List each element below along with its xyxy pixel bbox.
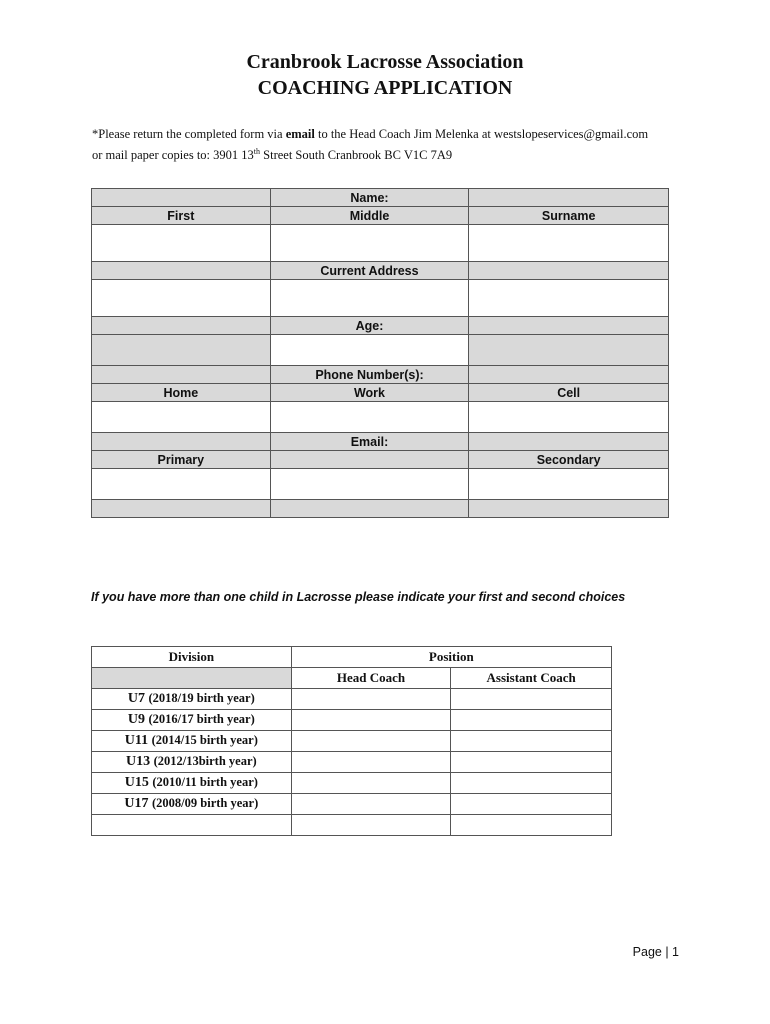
surname-label: Surname [469, 207, 669, 225]
cell [92, 317, 271, 335]
division-code: U11 [124, 733, 149, 748]
table-row [92, 647, 612, 668]
head-coach-header: Head Coach [291, 668, 451, 689]
table-row [92, 752, 612, 773]
table-row [92, 469, 669, 500]
assistant-coach-choice-u11[interactable] [451, 731, 612, 752]
cell [469, 335, 669, 366]
first-label: First [92, 207, 271, 225]
table-row [92, 262, 669, 280]
division-code: U13 [125, 754, 151, 769]
table-row [92, 402, 669, 433]
cell [469, 317, 669, 335]
position-header: Position [291, 647, 611, 668]
table-row [92, 731, 612, 752]
cell [92, 433, 271, 451]
primary-email-field[interactable] [92, 469, 271, 500]
division-label [92, 794, 292, 815]
intro-text-2: to the Head Coach Jim Melenka at westslopeservices@gmail.com [314, 127, 649, 141]
table-row [92, 189, 669, 207]
assistant-coach-choice-u9[interactable] [451, 710, 612, 731]
division-years: (2016/17 birth year) [148, 712, 255, 726]
table-row [92, 773, 612, 794]
head-coach-choice-u9[interactable] [291, 710, 451, 731]
choices-note: If you have more than one child in Lacrosse please indicate your first and second choices [91, 590, 626, 604]
table-row [92, 433, 669, 451]
assistant-coach-choice-u13[interactable] [451, 752, 612, 773]
table-row [92, 668, 612, 689]
intro-instructions [92, 126, 692, 164]
division-years: (2008/09 birth year) [152, 796, 259, 810]
cell [270, 451, 469, 469]
address-field-3[interactable] [469, 280, 669, 317]
page-number: Page | 1 [632, 945, 679, 959]
name-label: Name: [270, 189, 469, 207]
work-phone-field[interactable] [270, 402, 469, 433]
intro-text-4: Street South Cranbrook BC V1C 7A9 [260, 148, 453, 163]
email-label: Email: [270, 433, 469, 451]
head-coach-choice-u15[interactable] [291, 773, 451, 794]
division-label [92, 773, 292, 794]
cell-phone-field[interactable] [469, 402, 669, 433]
secondary-label: Secondary [469, 451, 669, 469]
first-name-field[interactable] [92, 225, 271, 262]
cell [92, 366, 271, 384]
cell [92, 668, 292, 689]
home-label: Home [92, 384, 271, 402]
address-field-1[interactable] [92, 280, 271, 317]
choices-table [91, 646, 612, 836]
division-code: U15 [124, 775, 149, 790]
assistant-coach-choice-u17[interactable] [451, 794, 612, 815]
form-title: COACHING APPLICATION [257, 77, 513, 99]
table-row [92, 280, 669, 317]
division-years: (2018/19 birth year) [148, 691, 255, 705]
table-row [92, 366, 669, 384]
age-label: Age: [270, 317, 469, 335]
cell [469, 189, 669, 207]
division-label [92, 710, 292, 731]
division-header: Division [92, 647, 292, 668]
division-code: U9 [127, 712, 146, 727]
head-coach-choice-u17[interactable] [291, 794, 451, 815]
table-row [92, 207, 669, 225]
intro-text-1: *Please return the completed form via [92, 127, 286, 141]
cell [92, 189, 271, 207]
address-label: Current Address [270, 262, 469, 280]
head-coach-choice-u7[interactable] [291, 689, 451, 710]
table-row [92, 317, 669, 335]
intro-sup: th [253, 147, 261, 156]
phone-label: Phone Number(s): [270, 366, 469, 384]
middle-label: Middle [270, 207, 469, 225]
division-years: (2012/13birth year) [153, 754, 257, 768]
email-field-middle[interactable] [270, 469, 469, 500]
age-field[interactable] [270, 335, 469, 366]
intro-text-3: or mail paper copies to: 3901 13 [92, 148, 254, 163]
middle-name-field[interactable] [270, 225, 469, 262]
table-row [92, 794, 612, 815]
head-coach-choice-u13[interactable] [291, 752, 451, 773]
division-code: U17 [124, 796, 149, 811]
surname-field[interactable] [469, 225, 669, 262]
assistant-coach-choice-u7[interactable] [451, 689, 612, 710]
cell [92, 262, 271, 280]
primary-label: Primary [92, 451, 271, 469]
cell [469, 262, 669, 280]
cell [469, 433, 669, 451]
table-row [92, 815, 612, 836]
division-years: (2014/15 birth year) [151, 733, 258, 747]
work-label: Work [270, 384, 469, 402]
blank-division-field[interactable] [92, 815, 292, 836]
table-row [92, 500, 669, 518]
table-row [92, 451, 669, 469]
cell [270, 500, 469, 518]
division-years: (2010/11 birth year) [152, 775, 258, 789]
blank-head-coach-field[interactable] [291, 815, 451, 836]
org-title: Cranbrook Lacrosse Association [246, 51, 524, 73]
cell [92, 335, 271, 366]
cell [92, 500, 271, 518]
table-row [92, 335, 669, 366]
home-phone-field[interactable] [92, 402, 271, 433]
assistant-coach-header: Assistant Coach [451, 668, 612, 689]
division-label [92, 731, 292, 752]
address-field-2[interactable] [270, 280, 469, 317]
secondary-email-field[interactable] [469, 469, 669, 500]
cell-label: Cell [469, 384, 669, 402]
blank-assistant-coach-field[interactable] [451, 815, 612, 836]
table-row [92, 710, 612, 731]
contact-table [91, 188, 669, 518]
division-label [92, 752, 292, 773]
table-row [92, 384, 669, 402]
cell [469, 500, 669, 518]
table-row [92, 689, 612, 710]
division-label [92, 689, 292, 710]
division-code: U7 [127, 691, 146, 706]
head-coach-choice-u11[interactable] [291, 731, 451, 752]
cell [469, 366, 669, 384]
intro-email-word: email [285, 127, 315, 141]
assistant-coach-choice-u15[interactable] [451, 773, 612, 794]
table-row [92, 225, 669, 262]
